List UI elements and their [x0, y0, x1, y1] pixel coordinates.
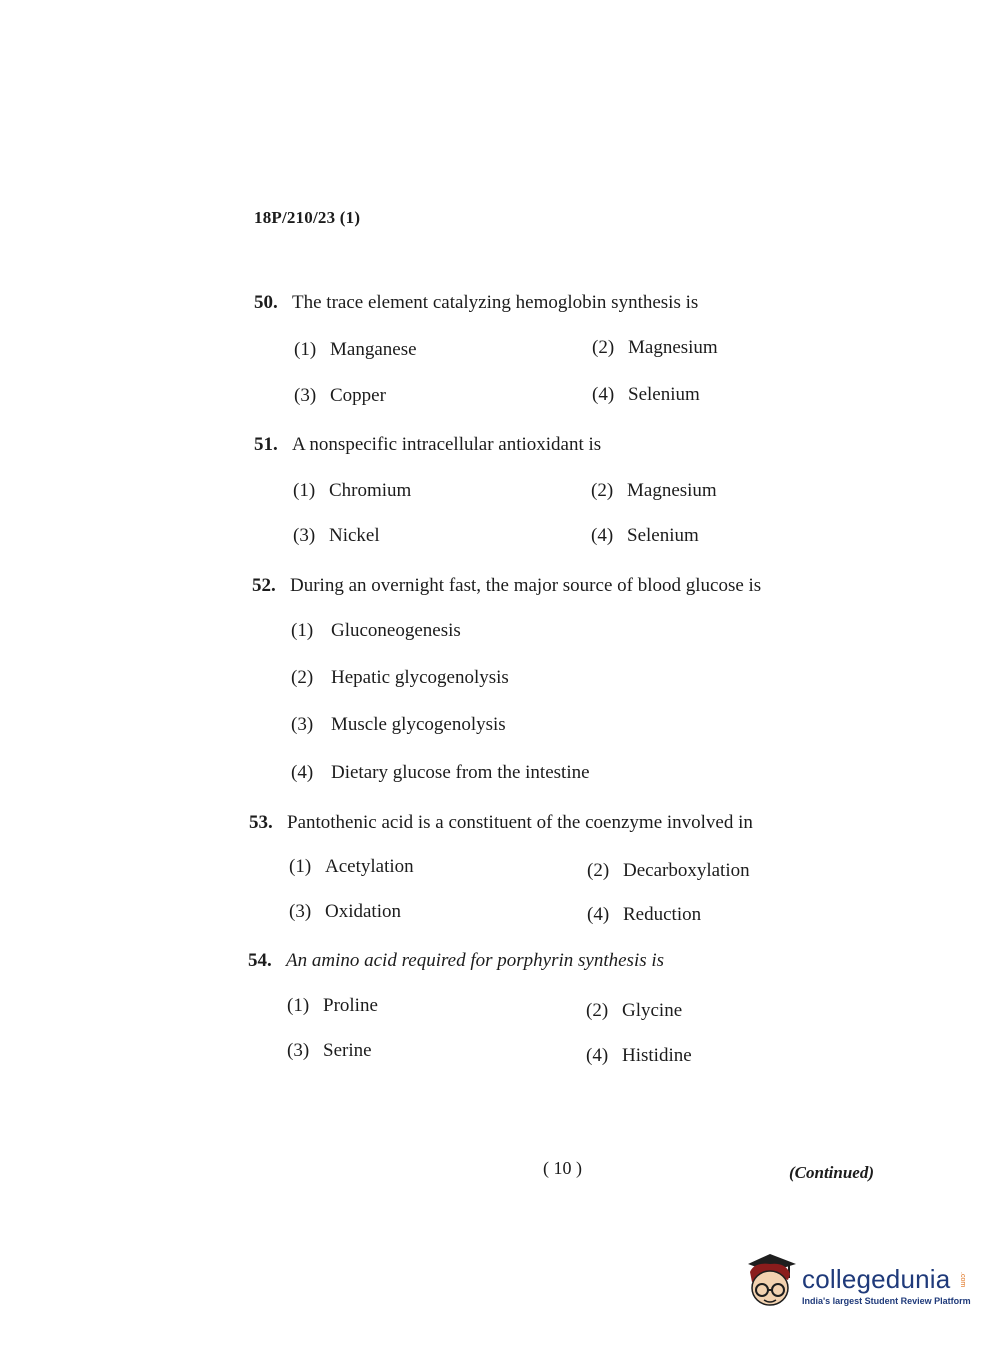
question-number: 52. — [252, 575, 276, 596]
option-text: Glycine — [622, 1000, 683, 1021]
option-2 — [592, 337, 718, 359]
mascot-icon — [740, 1250, 800, 1312]
option-text: Gluconeogenesis — [331, 620, 461, 641]
option-number: (2) — [586, 1000, 609, 1021]
option-2 — [587, 860, 750, 882]
option-number: (1) — [289, 856, 312, 877]
question-number: 54. — [248, 950, 272, 971]
option-text: Manganese — [330, 339, 417, 360]
option-text: Acetylation — [325, 856, 414, 877]
question-text: The trace element catalyzing hemoglobin synthesis is — [292, 292, 699, 313]
option-number: (3) — [293, 525, 316, 546]
option-text: Muscle glycogenolysis — [331, 714, 506, 735]
option-number: (2) — [592, 337, 615, 358]
option-1 — [287, 995, 378, 1017]
option-text: Decarboxylation — [623, 860, 750, 881]
option-2 — [586, 1000, 682, 1022]
option-4 — [291, 762, 590, 784]
option-number: (1) — [287, 995, 310, 1016]
option-text: Proline — [323, 995, 378, 1016]
continued-label: (Continued) — [789, 1163, 875, 1182]
option-text: Dietary glucose from the intestine — [331, 762, 590, 783]
option-text: Magnesium — [628, 337, 718, 358]
option-4 — [592, 384, 700, 406]
option-number: (4) — [291, 762, 314, 783]
option-number: (4) — [591, 525, 614, 546]
question-stem — [248, 950, 664, 972]
option-number: (4) — [592, 384, 615, 405]
brand-suffix: .com — [959, 1272, 966, 1288]
option-3 — [289, 901, 401, 923]
brand-name: collegedunia — [802, 1264, 951, 1294]
option-text: Histidine — [622, 1045, 692, 1066]
option-4 — [587, 904, 701, 926]
question-text: Pantothenic acid is a constituent of the coenzyme involved in — [287, 812, 753, 833]
option-number: (3) — [287, 1040, 310, 1061]
option-text: Copper — [330, 385, 386, 406]
option-text: Chromium — [329, 480, 412, 501]
option-text: Selenium — [628, 384, 700, 405]
option-1 — [293, 480, 411, 502]
option-3 — [287, 1040, 372, 1062]
option-number: (2) — [291, 667, 314, 688]
option-text: Hepatic glycogenolysis — [331, 667, 509, 688]
option-number: (4) — [586, 1045, 609, 1066]
question-number: 50. — [254, 292, 278, 313]
question-text: During an overnight fast, the major source of blood glucose is — [290, 575, 762, 596]
option-number: (4) — [587, 904, 610, 925]
question-number: 53. — [249, 812, 273, 833]
option-number: (3) — [291, 714, 314, 735]
option-2 — [591, 480, 717, 502]
option-number: (1) — [293, 480, 316, 501]
option-text: Selenium — [627, 525, 699, 546]
option-4 — [591, 525, 699, 547]
option-1 — [289, 856, 414, 878]
page-number: ( 10 ) — [543, 1158, 582, 1178]
option-1 — [294, 339, 417, 361]
option-2 — [291, 667, 509, 689]
option-text: Serine — [323, 1040, 372, 1061]
brand-tagline: India's largest Student Review Platform — [802, 1296, 971, 1306]
option-4 — [586, 1045, 692, 1067]
question-text: A nonspecific intracellular antioxidant is — [292, 434, 602, 455]
option-text: Oxidation — [325, 901, 401, 922]
option-3 — [294, 385, 386, 407]
option-number: (2) — [591, 480, 614, 501]
option-1 — [291, 620, 461, 642]
question-stem — [254, 292, 698, 314]
option-number: (1) — [291, 620, 314, 641]
paper-code: 18P/210/23 (1) — [254, 208, 361, 227]
question-number: 51. — [254, 434, 278, 455]
question-text: An amino acid required for porphyrin synthesis is — [286, 950, 665, 971]
option-3 — [293, 525, 380, 547]
option-3 — [291, 714, 506, 736]
option-text: Nickel — [329, 525, 380, 546]
option-number: (3) — [294, 385, 317, 406]
question-stem — [249, 812, 753, 834]
question-stem — [252, 575, 761, 597]
option-text: Reduction — [623, 904, 702, 925]
option-number: (3) — [289, 901, 312, 922]
option-number: (2) — [587, 860, 610, 881]
option-number: (1) — [294, 339, 317, 360]
question-stem — [254, 434, 601, 456]
collegedunia-watermark — [740, 1250, 970, 1320]
option-text: Magnesium — [627, 480, 717, 501]
